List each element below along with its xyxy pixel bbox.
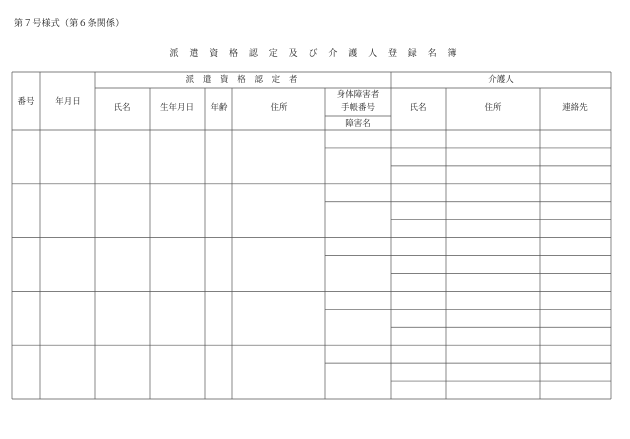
header-group-certified: 派 遣 資 格 認 定 者	[185, 75, 301, 85]
form-number: 第７号様式（第６条関係）	[14, 19, 125, 29]
header-name: 氏名	[113, 103, 131, 113]
header-birthdate: 生年月日	[159, 103, 195, 113]
header-age: 年齢	[210, 103, 228, 113]
header-disability-notebook-line1: 身体障害者	[336, 90, 380, 100]
document-title: 派 遣 資 格 認 定 及 び 介 護 人 登 録 名 簿	[169, 49, 461, 59]
header-caregiver-name: 氏名	[409, 103, 427, 113]
header-caregiver-address: 住所	[484, 103, 502, 113]
header-group-caregiver: 介護人	[488, 75, 514, 85]
header-number: 番号	[17, 97, 35, 107]
header-date: 年月日	[55, 97, 81, 107]
header-disability-notebook-line2: 手帳番号	[340, 103, 376, 113]
header-caregiver-contact: 連絡先	[562, 103, 588, 113]
header-address: 住所	[270, 103, 288, 113]
header-disability-name: 障害名	[345, 119, 371, 129]
